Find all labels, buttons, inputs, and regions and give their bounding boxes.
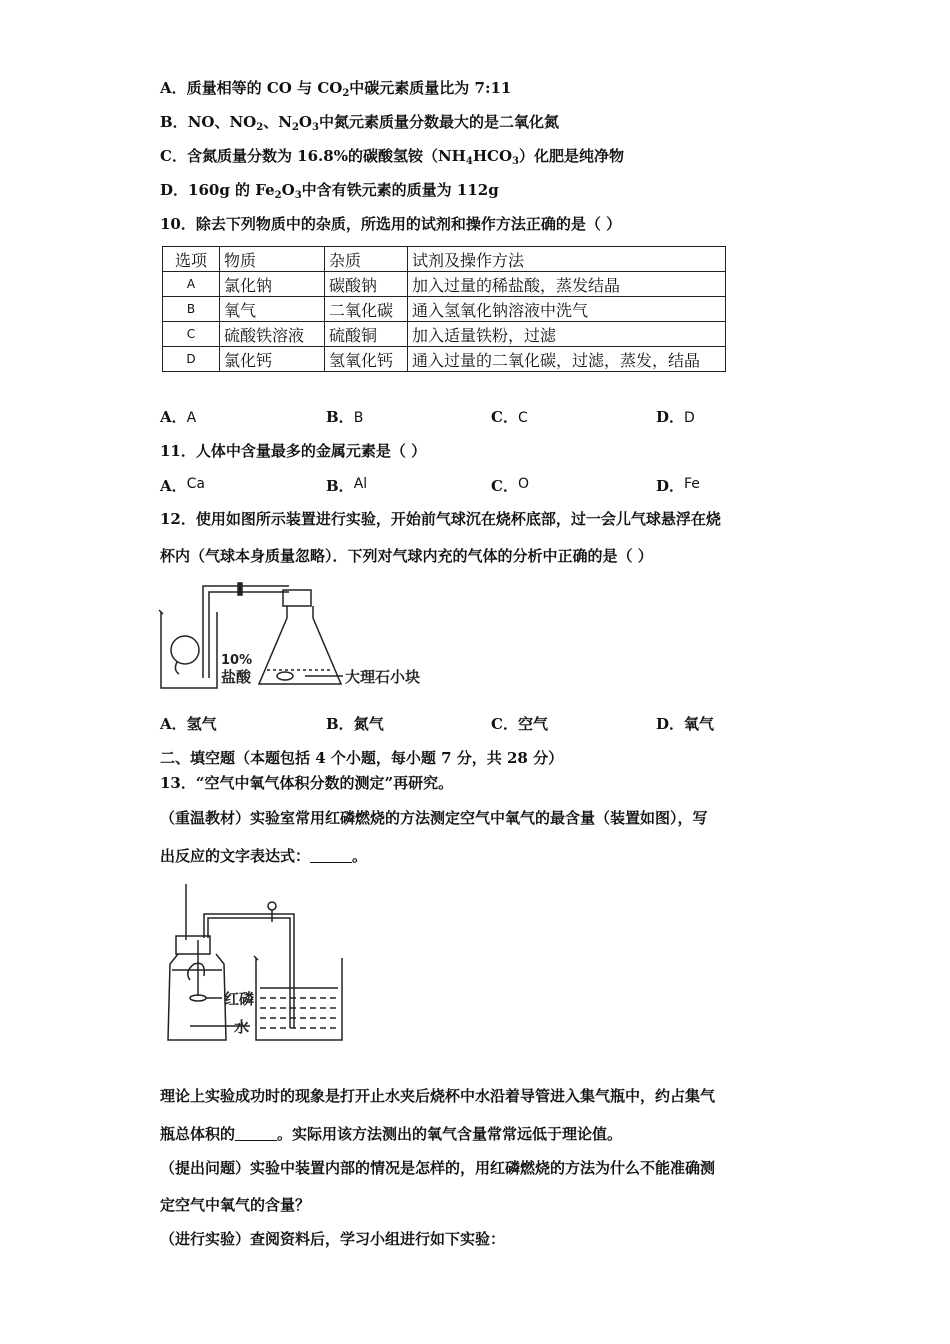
q13-stem: 13．“空气中氧气体积分数的测定”再研究。 [160,774,454,792]
table-header-cell: 物质 [220,247,325,272]
table-header-cell: 试剂及操作方法 [408,247,726,272]
q12-stem-line1: 12．使用如图所示装置进行实验，开始前气球沉在烧杯底部，过一会儿气球悬浮在烧 [160,510,721,528]
table-cell: 通入氢氧化钠溶液中洗气 [408,297,726,322]
q12-option-a[interactable]: A．氢气 [160,715,217,733]
table-header-cell: 选项 [163,247,220,272]
q12-apparatus-figure [155,578,445,696]
marble-label: 大理石小块 [345,668,421,686]
q11-stem: 11．人体中含量最多的金属元素是（ ） [160,442,427,460]
q10-option-a[interactable]: A．A [160,408,197,426]
table-cell: C [163,322,220,347]
table-cell: 氯化钙 [220,347,325,372]
table-header-cell: 杂质 [325,247,408,272]
q12-stem-line2: 杯内（气球本身质量忽略）．下列对气球内充的气体的分析中正确的是（ ） [160,547,653,565]
q12-option-b[interactable]: B．氮气 [326,715,384,733]
acid-percent-label: 10% [221,653,253,668]
q9-option-d: D．160g 的 $Fe_2O_3$中含有铁元素的质量为 112g [160,181,499,201]
q11-option-d[interactable]: D．Fe [656,476,700,495]
q10-stem: 10．除去下列物质中的杂质，所选用的试剂和操作方法正确的是（ ） [160,215,622,233]
table-header-row [163,247,726,272]
q10-option-d[interactable]: D．D [656,408,695,426]
table-row [163,272,726,297]
answer-blank[interactable] [235,1126,277,1141]
q12-option-c[interactable]: C．空气 [491,715,548,733]
q13-p4-line1: （进行实验）查阅资料后，学习小组进行如下实验： [160,1230,506,1248]
q10-option-b[interactable]: B．B [326,408,364,426]
section-title: 二、填空题（本题包括 4 个小题，每小题 7 分，共 28 分） [160,749,564,767]
table-cell: 二氧化碳 [325,297,408,322]
phosphorus-label: 红磷 [224,990,255,1008]
table-row [163,297,726,322]
q9-option-a: A．质量相等的 CO 与 $CO_2$中碳元素质量比为 7:11 [160,79,512,99]
table-row [163,322,726,347]
q11-option-b[interactable]: B．Al [326,476,368,495]
table-cell: 氧气 [220,297,325,322]
table-cell: 氯化钠 [220,272,325,297]
table-cell: 碳酸钠 [325,272,408,297]
table-cell: 加入过量的稀盐酸，蒸发结晶 [408,272,726,297]
q10-table [162,246,726,372]
table-cell: 氢氧化钙 [325,347,408,372]
table-cell: B [163,297,220,322]
q13-p2-line2: 瓶总体积的 。实际用该方法测出的氧气含量常常远低于理论值。 [160,1125,623,1143]
table-cell: D [163,347,220,372]
water-label: 水 [234,1018,250,1036]
q10-option-c[interactable]: C．C [491,408,528,426]
q12-option-d[interactable]: D．氧气 [656,715,715,733]
q11-option-c[interactable]: C．O [491,476,529,495]
table-cell: 通入过量的二氧化碳，过滤，蒸发，结晶 [408,347,726,372]
q13-apparatus-figure [160,884,360,1044]
answer-blank[interactable] [310,848,352,863]
table-cell: A [163,272,220,297]
q13-p1-line2: 出反应的文字表达式： 。 [160,847,368,865]
q11-option-a[interactable]: A．Ca [160,476,205,495]
q9-option-c: C．含氮质量分数为 16.8%的碳酸氢铵$(NH_4HCO_3)$化肥是纯净物 [160,147,624,167]
table-cell: 硫酸铜 [325,322,408,347]
q13-p1-line1: （重温教材）实验室常用红磷燃烧的方法测定空气中氧气的最含量（装置如图），写 [160,809,708,827]
table-row [163,347,726,372]
q13-p2-line1: 理论上实验成功时的现象是打开止水夹后烧杯中水沿着导管进入集气瓶中，约占集气 [160,1087,716,1105]
q13-p3-line2: 定空气中氧气的含量？ [160,1196,311,1214]
q13-p3-line1: （提出问题）实验中装置内部的情况是怎样的，用红磷燃烧的方法为什么不能准确测 [160,1159,716,1177]
table-cell: 硫酸铁溶液 [220,322,325,347]
table-cell: 加入适量铁粉，过滤 [408,322,726,347]
q9-option-b: B．NO、$NO_2$、$N_2O_3$中氮元素质量分数最大的是二氧化氮 [160,113,559,133]
acid-label: 盐酸 [221,668,252,686]
